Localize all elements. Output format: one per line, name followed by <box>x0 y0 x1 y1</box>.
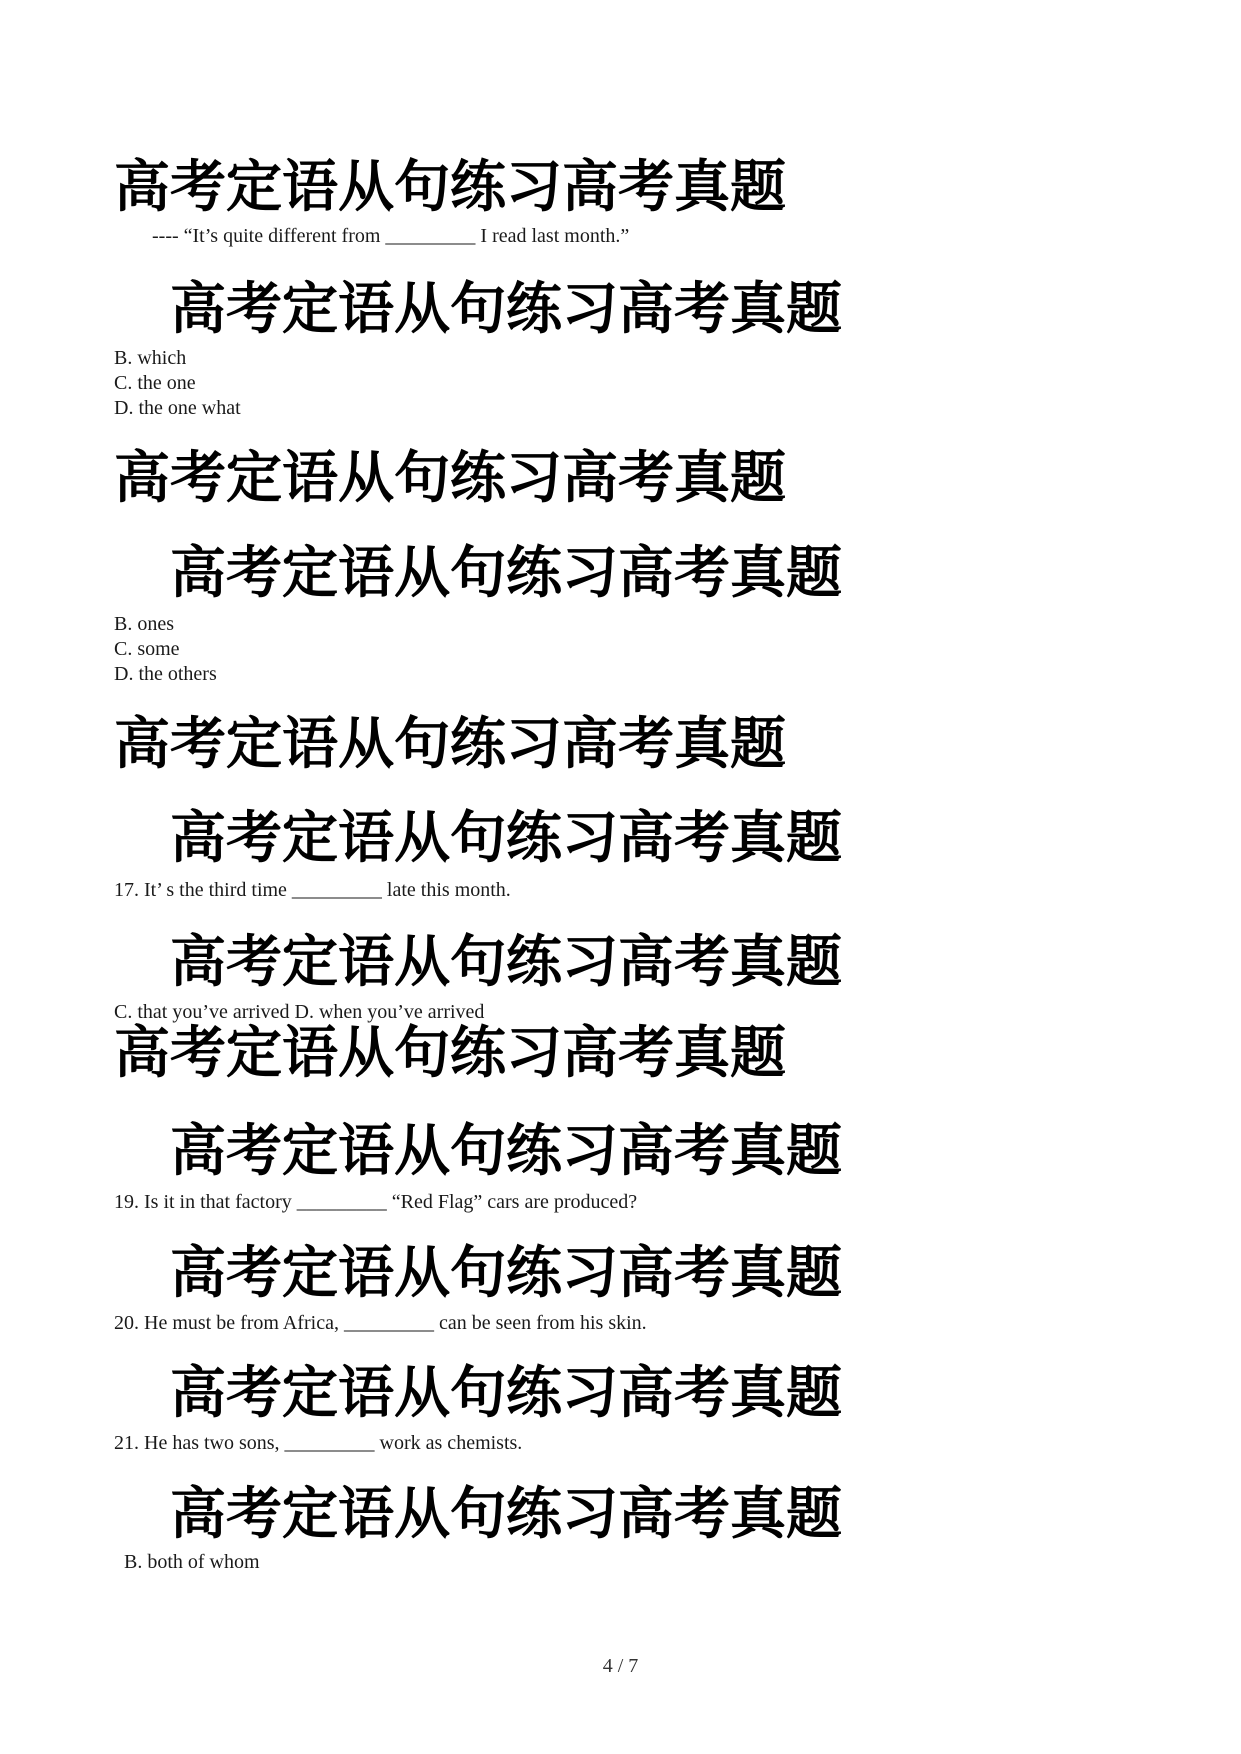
question-line: 19. Is it in that factory _________ “Red Flag” cars are produced? <box>114 1191 638 1213</box>
watermark-heading: 高考定语从句练习高考真题 <box>170 1119 842 1184</box>
watermark-heading: 高考定语从句练习高考真题 <box>114 712 786 777</box>
watermark-heading: 高考定语从句练习高考真题 <box>114 446 786 511</box>
watermark-heading: 高考定语从句练习高考真题 <box>170 930 842 995</box>
option-line: B. which <box>114 347 187 369</box>
question-line: 20. He must be from Africa, _________ can be seen from his skin. <box>114 1312 647 1334</box>
option-line: B. ones <box>114 613 174 635</box>
watermark-heading: 高考定语从句练习高考真题 <box>114 1021 786 1086</box>
watermark-heading: 高考定语从句练习高考真题 <box>170 1482 842 1547</box>
option-line: C. the one <box>114 372 196 394</box>
option-line: B. both of whom <box>124 1551 260 1573</box>
option-line: C. some <box>114 638 180 660</box>
question-line: 21. He has two sons, _________ work as chemists. <box>114 1432 523 1454</box>
watermark-heading: 高考定语从句练习高考真题 <box>114 155 786 220</box>
watermark-heading: 高考定语从句练习高考真题 <box>170 541 842 606</box>
watermark-heading: 高考定语从句练习高考真题 <box>170 1361 842 1426</box>
question-line: ---- “It’s quite different from _________ I read last month.” <box>152 225 630 247</box>
option-line: C. that you’ve arrived D. when you’ve arrived <box>114 1001 485 1023</box>
watermark-heading: 高考定语从句练习高考真题 <box>170 277 842 342</box>
page-number: 4 / 7 <box>602 1655 639 1677</box>
option-line: D. the one what <box>114 397 241 419</box>
option-line: D. the others <box>114 663 217 685</box>
watermark-heading: 高考定语从句练习高考真题 <box>170 1241 842 1306</box>
watermark-heading: 高考定语从句练习高考真题 <box>170 806 842 871</box>
question-line: 17. It’ s the third time _________ late this month. <box>114 879 511 901</box>
